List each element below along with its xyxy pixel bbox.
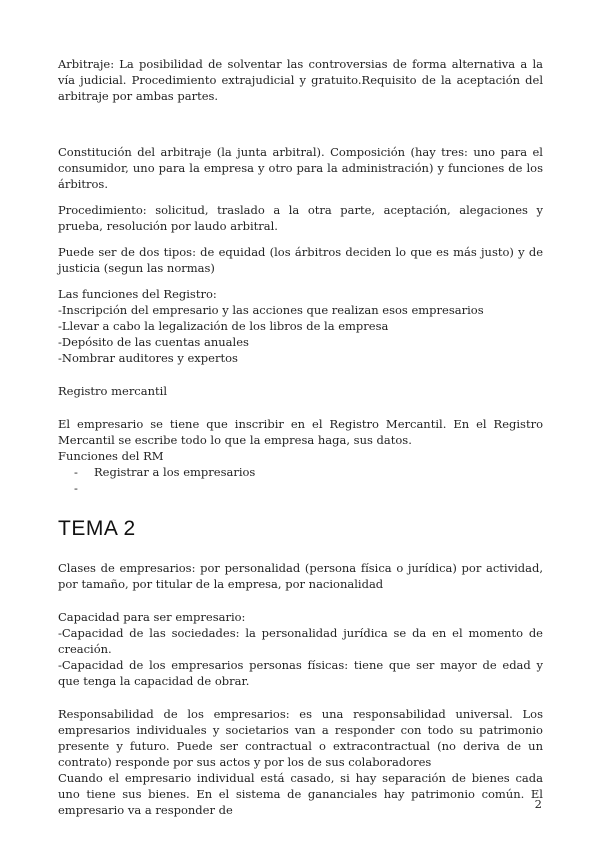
funciones-rm-list <box>58 464 543 496</box>
capacidad-title: Capacidad para ser empresario: <box>58 610 246 624</box>
funciones-item: -Nombrar auditores y expertos <box>58 351 238 365</box>
paragraph-procedimiento: Procedimiento: solicitud, traslado a la otra parte, aceptación, alegaciones y prueba, resolución por laudo arbitral. <box>58 203 543 233</box>
paragraph-clases: Clases de empresarios: por personalidad (persona física o jurídica) por actividad, por tamaño, por titular de la empresa, por nacionalidad <box>58 561 543 591</box>
funciones-item: -Depósito de las cuentas anuales <box>58 335 249 349</box>
section-heading: TEMA 2 <box>58 517 136 540</box>
paragraph-tipos: Puede ser de dos tipos: de equidad (los árbitros deciden lo que es más justo) y de justicia (segun las normas) <box>58 245 543 275</box>
list-item: - Registrar a los empresarios <box>74 464 543 480</box>
funciones-title: Las funciones del Registro: <box>58 287 217 301</box>
funciones-item: -Inscripción del empresario y las acciones que realizan esos empresarios <box>58 303 484 317</box>
paragraph-arbitraje: Arbitraje: La posibilidad de solventar las controversias de forma alternativa a la vía judicial. Procedimiento extrajudicial y gratuito.Requisito de la aceptación del arbitraje por ambas partes. <box>58 57 543 103</box>
document-page <box>58 56 543 818</box>
funciones-rm-title: Funciones del RM <box>58 449 164 463</box>
funciones-item: -Llevar a cabo la legalización de los libros de la empresa <box>58 319 389 333</box>
capacidad-personas: -Capacidad de los empresarios personas físicas: tiene que ser mayor de edad y que tenga la capacidad de obrar. <box>58 658 543 688</box>
paragraph-casado: Cuando el empresario individual está casado, si hay separación de bienes cada uno tiene sus bienes. En el sistema de gananciales hay patrimonio común. El empresario va a responder de <box>58 771 543 817</box>
page-number: 2 <box>534 797 542 811</box>
list-item <box>74 480 543 496</box>
paragraph-inscribir: El empresario se tiene que inscribir en el Registro Mercantil. En el Registro Mercantil se escribe todo lo que la empresa haga, sus datos. <box>58 417 543 447</box>
paragraph-responsabilidad: Responsabilidad de los empresarios: es una responsabilidad universal. Los empresarios individuales y societarios van a responder con todo su patrimonio presente y futuro. Puede ser contractual o extracontractual (no deriva de un contrato) responde por sus actos y por los de sus colaboradores <box>58 707 543 769</box>
registro-mercantil-label: Registro mercantil <box>58 384 167 398</box>
capacidad-sociedades: -Capacidad de las sociedades: la personalidad jurídica se da en el momento de creación. <box>58 626 543 656</box>
paragraph-constitucion: Constitución del arbitraje (la junta arbitral). Composición (hay tres: uno para el consumidor, uno para la empresa y otro para la administración) y funciones de los árbitros. <box>58 145 543 191</box>
